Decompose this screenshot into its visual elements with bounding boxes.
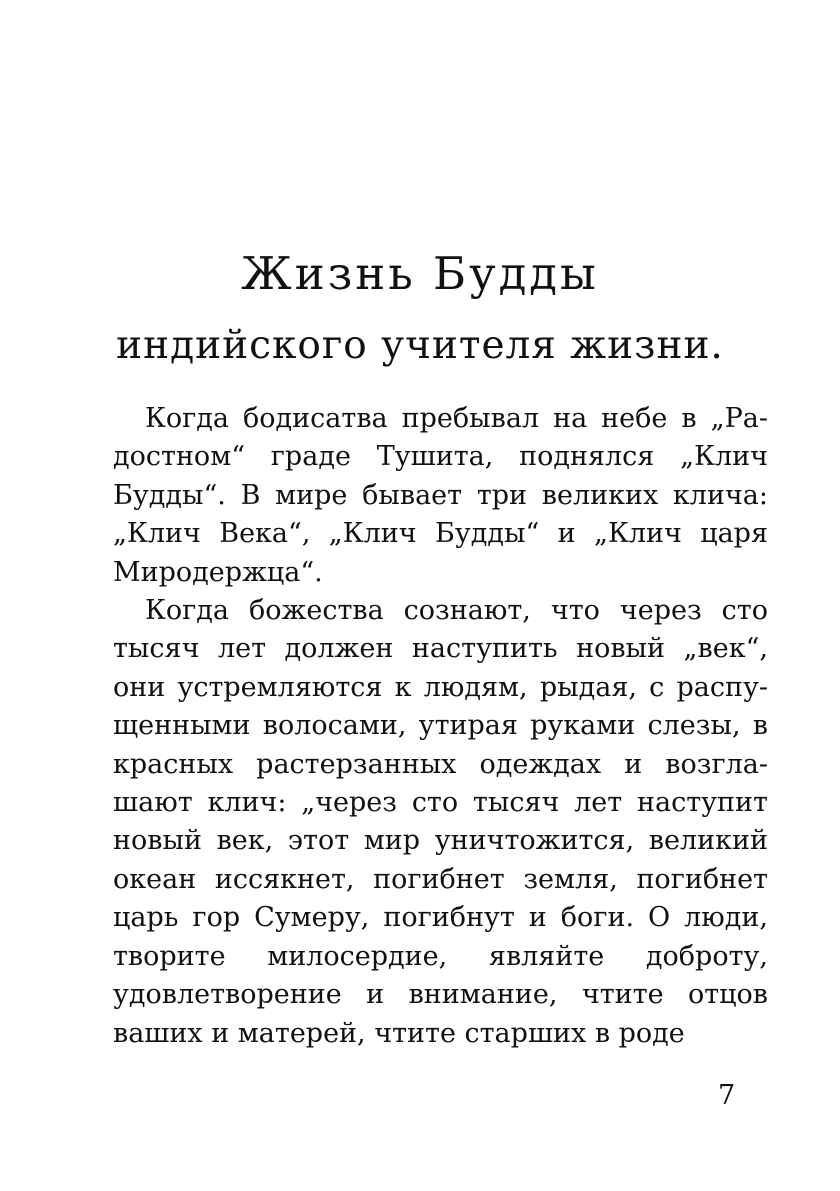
paragraph-1: Когда бодисатва пребывал на небе в „Радостном“ граде Тушита, поднялся „Клич Будды“. В мире бывает три великих клича: „Клич Века“, „Клич Будды“ и „Клич царя Миродержца“. xyxy=(113,403,768,588)
paragraph-2: Когда божества сознают, что через сто тысяч лет должен наступить новый „век“, они устремляются к людям, рыдая, с распущенными волосами, утирая руками слезы, в красных растерзанных одеждах и возглашают клич: „через сто тысяч лет наступит новый век, этот мир уничтожится, великий океан иссякнет, погибнет земля, погибнет царь гор Сумеру, погибнут и боги. О люди, творите милосердие, являйте доброту, удовлетворение и внимание, чтите отцов ваших и матерей, чтите старших в роде xyxy=(113,595,768,1049)
page-number: 7 xyxy=(718,1080,736,1111)
chapter-subtitle: индийского учителя жизни. xyxy=(116,323,724,368)
body-text xyxy=(113,400,768,1053)
chapter-title: Жизнь Будды xyxy=(241,247,599,300)
